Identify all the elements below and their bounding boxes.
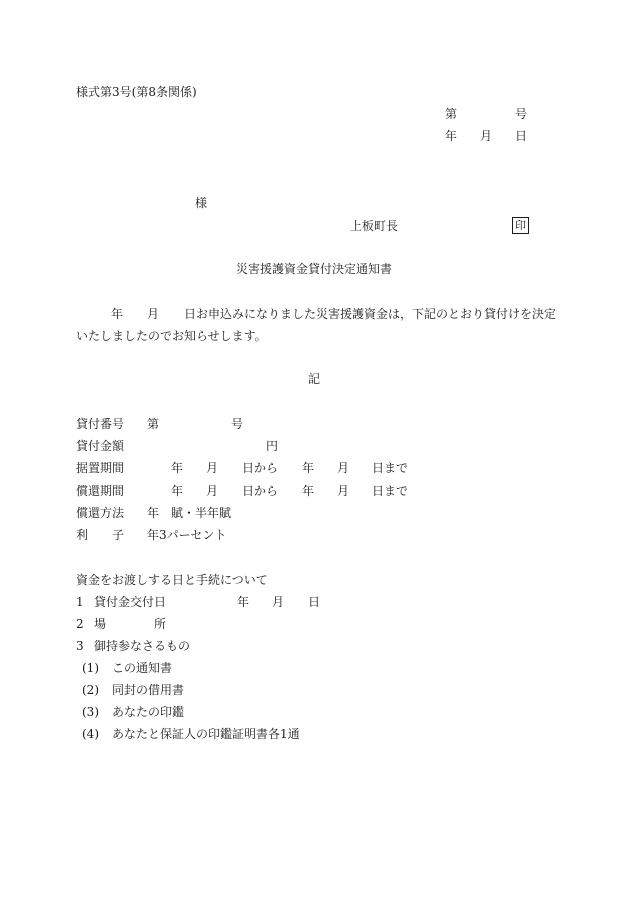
loan-number-suffix: 号 — [231, 417, 244, 431]
grace-period-year2: 年 — [302, 461, 315, 475]
ki-mark: 記 — [308, 372, 321, 386]
body-line2-text: いたしましたのでお知らせします。 — [76, 329, 267, 343]
repayment-period-year: 年 — [171, 484, 184, 498]
bring-item-1-number: (1) — [82, 661, 99, 675]
procedure-3-number: 3 — [76, 639, 84, 653]
body-year: 年 — [111, 307, 124, 321]
grace-period-from: 日から — [242, 461, 279, 475]
interest-value: 年3パーセント — [147, 528, 227, 542]
bring-item-3-number: (3) — [82, 705, 99, 719]
bring-item-4-text: あなたと保証人の印鑑証明書各1通 — [112, 727, 300, 741]
loan-number-prefix: 第 — [147, 417, 160, 431]
procedures-heading: 資金をお渡しする日と手続について — [76, 573, 268, 587]
interest-label: 利 子 — [76, 528, 125, 542]
procedure-1-day: 日 — [308, 595, 321, 609]
grace-period-month: 月 — [206, 461, 219, 475]
document-title: 災害援護資金貸付決定通知書 — [236, 262, 393, 276]
procedure-1-number: 1 — [76, 595, 84, 609]
grace-period-month2: 月 — [337, 461, 350, 475]
seal-mark: 印 — [512, 217, 529, 234]
form-id: 様式第3号(第8条関係) — [76, 85, 197, 99]
procedure-2-number: 2 — [76, 617, 84, 631]
grace-period-until: 日まで — [372, 461, 409, 475]
procedure-1-label: 貸付金交付日 — [94, 595, 167, 609]
body-month: 月 — [147, 307, 160, 321]
document-number-prefix: 第 — [445, 107, 458, 121]
repayment-period-from: 日から — [242, 484, 279, 498]
procedure-1-month: 月 — [272, 595, 285, 609]
body-line1-text: 日お申込みになりました災害援護資金は，下記のとおり貸付けを決定 — [184, 307, 557, 321]
date-day: 日 — [515, 129, 528, 143]
bring-item-4-number: (4) — [82, 727, 99, 741]
repayment-method-value: 年 賦・半年賦 — [147, 506, 232, 520]
repayment-period-year2: 年 — [302, 484, 315, 498]
loan-amount-label: 貸付金額 — [76, 439, 125, 453]
bring-item-3-text: あなたの印鑑 — [112, 705, 185, 719]
date-month: 月 — [480, 129, 493, 143]
repayment-period-month2: 月 — [337, 484, 350, 498]
procedure-2-label: 場 所 — [94, 617, 167, 631]
procedure-3-label: 御持参なさるもの — [94, 639, 191, 653]
addressee-honorific: 様 — [195, 196, 208, 210]
bring-item-1-text: この通知書 — [112, 661, 173, 675]
issuer-title: 上板町長 — [350, 219, 399, 233]
repayment-period-month: 月 — [206, 484, 219, 498]
procedure-1-year: 年 — [237, 595, 250, 609]
repayment-period-until: 日まで — [372, 484, 409, 498]
bring-item-2-text: 同封の借用書 — [112, 683, 185, 697]
document-number-suffix: 号 — [515, 107, 528, 121]
date-year: 年 — [445, 129, 458, 143]
loan-amount-unit: 円 — [266, 439, 279, 453]
loan-number-label: 貸付番号 — [76, 417, 125, 431]
repayment-method-label: 償還方法 — [76, 506, 125, 520]
grace-period-label: 据置期間 — [76, 461, 125, 475]
bring-item-2-number: (2) — [82, 683, 99, 697]
grace-period-year: 年 — [171, 461, 184, 475]
repayment-period-label: 償還期間 — [76, 484, 125, 498]
